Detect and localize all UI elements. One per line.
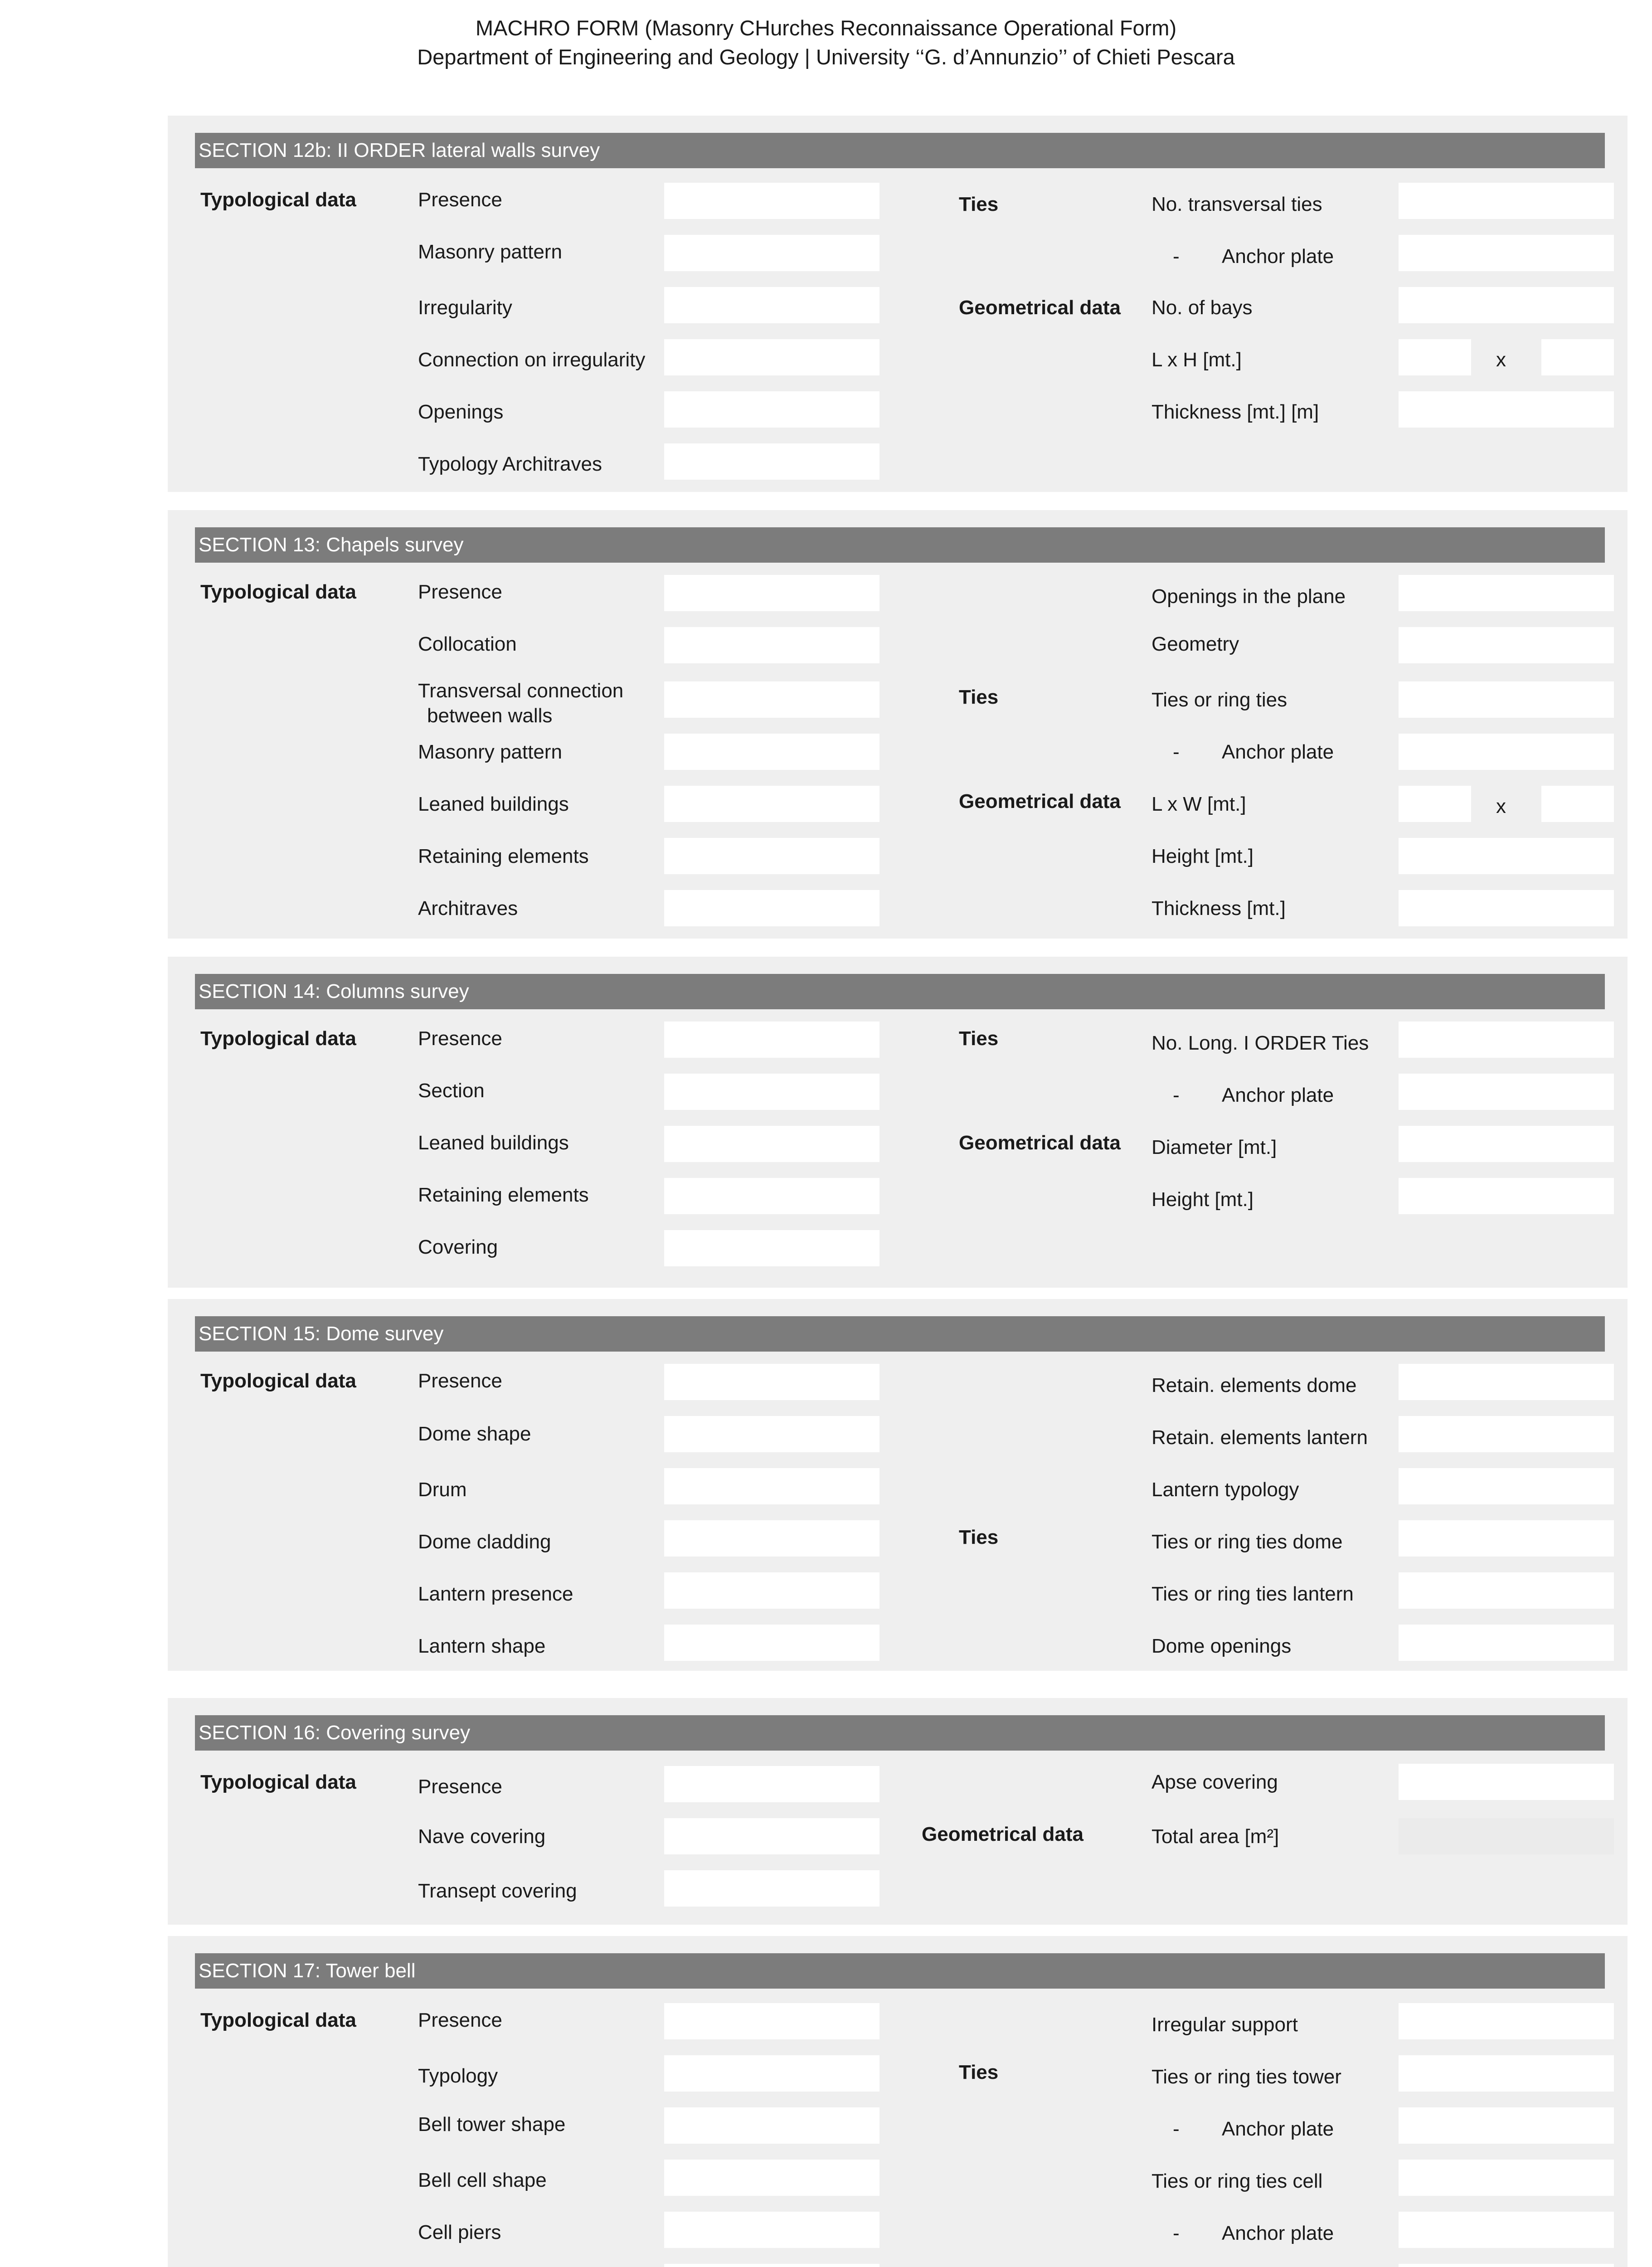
- anchor-plate-input[interactable]: [1399, 734, 1614, 770]
- anchor-plate-input[interactable]: [1399, 1074, 1614, 1110]
- field-label: Covering: [418, 1236, 498, 1258]
- field-label: No. of bays: [1152, 297, 1253, 319]
- leaned-buildings-input[interactable]: [664, 786, 879, 822]
- field-label: Typology Architraves: [418, 453, 602, 475]
- retain-elements-lantern-input[interactable]: [1399, 1416, 1614, 1452]
- leaned-buildings-input[interactable]: [664, 1126, 879, 1162]
- field-label: L x W [mt.]: [1152, 793, 1246, 815]
- field-label: Presence: [418, 1370, 502, 1392]
- tower-openings-input[interactable]: [664, 2264, 879, 2267]
- nave-covering-input[interactable]: [664, 1818, 879, 1854]
- dash: -: [1173, 741, 1180, 763]
- lantern-shape-input[interactable]: [664, 1625, 879, 1661]
- section-shape-input[interactable]: [664, 1074, 879, 1110]
- presence-input[interactable]: [664, 1022, 879, 1058]
- field-label: Anchor plate: [1222, 1084, 1334, 1106]
- field-label: Dome cladding: [418, 1531, 551, 1553]
- ties-label: Ties: [959, 193, 999, 215]
- section-title: SECTION 13: Chapels survey: [195, 527, 1605, 563]
- transept-covering-input[interactable]: [664, 1870, 879, 1907]
- masonry-pattern-input[interactable]: [664, 734, 879, 770]
- field-label: Irregularity: [418, 297, 512, 319]
- field-label: Anchor plate: [1222, 245, 1334, 268]
- field-label: Retaining elements: [418, 1184, 589, 1206]
- ties-ring-ties-tower-input[interactable]: [1399, 2055, 1614, 2092]
- openings-input[interactable]: [664, 391, 879, 428]
- lantern-presence-input[interactable]: [664, 1572, 879, 1609]
- anchor-plate-tower-input[interactable]: [1399, 2107, 1614, 2144]
- field-label: Collocation: [418, 633, 517, 655]
- irregular-support-input[interactable]: [1399, 2003, 1614, 2039]
- presence-input[interactable]: [664, 183, 879, 219]
- ties-ring-ties-input[interactable]: [1399, 681, 1614, 718]
- ties-ring-ties-dome-input[interactable]: [1399, 1520, 1614, 1557]
- anchor-plate-input[interactable]: [1399, 235, 1614, 271]
- dome-openings-input[interactable]: [1399, 1625, 1614, 1661]
- field-label: Bell tower shape: [418, 2113, 566, 2136]
- field-label: Anchor plate: [1222, 2222, 1334, 2244]
- section-16: [168, 1698, 1628, 1925]
- field-label: Ties or ring ties tower: [1152, 2066, 1341, 2088]
- section-12b: [168, 116, 1628, 492]
- section-title: SECTION 14: Columns survey: [195, 974, 1605, 1009]
- field-label: Nave covering: [418, 1825, 546, 1848]
- field-label: Masonry pattern: [418, 241, 562, 263]
- total-area-input[interactable]: [1399, 1818, 1614, 1854]
- section-13: [168, 510, 1628, 939]
- anchor-plate-cell-input[interactable]: [1399, 2212, 1614, 2248]
- field-label: Connection on irregularity: [418, 349, 646, 371]
- geometry-input[interactable]: [1399, 627, 1614, 663]
- field-label: Ties or ring ties cell: [1152, 2170, 1323, 2192]
- collocation-input[interactable]: [664, 627, 879, 663]
- field-label: Diameter [mt.]: [1152, 1136, 1277, 1158]
- presence-input[interactable]: [664, 1364, 879, 1400]
- field-label: between walls: [427, 705, 553, 727]
- field-label: Drum: [418, 1479, 467, 1501]
- long-ties-input[interactable]: [1399, 1022, 1614, 1058]
- field-label: Masonry pattern: [418, 741, 562, 763]
- field-label: Leaned buildings: [418, 1132, 569, 1154]
- transversal-connection-input[interactable]: [664, 681, 879, 718]
- section-14: [168, 957, 1628, 1288]
- field-label: Dome shape: [418, 1423, 531, 1445]
- bell-tower-shape-input[interactable]: [664, 2107, 879, 2144]
- typology-architraves-input[interactable]: [664, 443, 879, 480]
- field-label: Geometry: [1152, 633, 1239, 655]
- field-label: Total area [m²]: [1152, 1825, 1279, 1848]
- thickness-input[interactable]: [1399, 391, 1614, 428]
- height-input[interactable]: [1541, 339, 1614, 375]
- field-label: Section: [418, 1080, 485, 1102]
- geometrical-data-label: Geometrical data: [922, 1823, 1084, 1845]
- ties-label: Ties: [959, 2061, 999, 2083]
- field-label: Bell cell shape: [418, 2169, 547, 2191]
- typology-input[interactable]: [664, 2055, 879, 2092]
- field-label: Lantern typology: [1152, 1479, 1299, 1501]
- field-label: Ties or ring ties lantern: [1152, 1583, 1354, 1605]
- connection-irregularity-input[interactable]: [664, 339, 879, 375]
- field-label: Anchor plate: [1222, 2118, 1334, 2140]
- field-label: Lantern shape: [418, 1635, 546, 1657]
- drum-input[interactable]: [664, 1468, 879, 1504]
- form-title: MACHRO FORM (Masonry CHurches Reconnaissance Operational Form): [475, 16, 1177, 40]
- dome-cladding-input[interactable]: [664, 1520, 879, 1557]
- field-label: Retain. elements lantern: [1152, 1426, 1368, 1449]
- diameter-input[interactable]: [1399, 1126, 1614, 1162]
- dome-shape-input[interactable]: [664, 1416, 879, 1452]
- dash: -: [1173, 245, 1180, 268]
- section-title: SECTION 12b: II ORDER lateral walls survey: [195, 133, 1605, 168]
- width-input[interactable]: [1541, 786, 1614, 822]
- form-department: Department of Engineering and Geology | University ‘‘G. d’Annunzio’’ of Chieti Pescara: [417, 45, 1235, 69]
- presence-input[interactable]: [664, 1766, 879, 1802]
- length-input[interactable]: [1399, 786, 1471, 822]
- field-label: Ties or ring ties dome: [1152, 1531, 1343, 1553]
- geometrical-data-label: Geometrical data: [959, 297, 1121, 319]
- field-label: Apse covering: [1152, 1771, 1278, 1793]
- typological-data-label: Typological data: [200, 1771, 356, 1793]
- masonry-pattern-input[interactable]: [664, 235, 879, 271]
- geometrical-data-label: Geometrical data: [959, 790, 1121, 812]
- typological-data-label: Typological data: [200, 2009, 356, 2031]
- field-label: Thickness [mt.] [m]: [1152, 401, 1319, 423]
- height-input[interactable]: [1399, 838, 1614, 874]
- field-label: L x H [mt.]: [1152, 349, 1242, 371]
- bell-cell-shape-input[interactable]: [664, 2160, 879, 2196]
- ties-label: Ties: [959, 1027, 999, 1050]
- form-header: [0, 14, 1652, 72]
- typological-data-label: Typological data: [200, 1027, 356, 1050]
- field-label: No. Long. I ORDER Ties: [1152, 1032, 1369, 1054]
- apse-covering-input[interactable]: [1399, 1764, 1614, 1800]
- field-label: Cell piers: [418, 2221, 501, 2243]
- field-label: Anchor plate: [1222, 741, 1334, 763]
- dash: -: [1173, 1084, 1180, 1106]
- field-label: Openings: [418, 401, 504, 423]
- dash: -: [1173, 2118, 1180, 2140]
- field-label: Height [mt.]: [1152, 845, 1254, 867]
- field-label: Presence: [418, 2009, 502, 2031]
- field-label: Architraves: [418, 897, 518, 919]
- openings-plane-input[interactable]: [1399, 575, 1614, 611]
- field-label: Typology: [418, 2065, 498, 2087]
- cell-piers-input[interactable]: [664, 2212, 879, 2248]
- no-of-bays-input[interactable]: [1399, 287, 1614, 323]
- field-label: Dome openings: [1152, 1635, 1292, 1657]
- minimum-width-input[interactable]: [1399, 2264, 1614, 2267]
- ties-label: Ties: [959, 686, 999, 708]
- section-15: [168, 1299, 1628, 1671]
- typological-data-label: Typological data: [200, 189, 356, 211]
- dash: -: [1173, 2222, 1180, 2244]
- field-label: Transept covering: [418, 1880, 577, 1902]
- retaining-elements-input[interactable]: [664, 1178, 879, 1214]
- retaining-elements-input[interactable]: [664, 838, 879, 874]
- ties-ring-ties-cell-input[interactable]: [1399, 2160, 1614, 2196]
- section-title: SECTION 16: Covering survey: [195, 1715, 1605, 1751]
- architraves-input[interactable]: [664, 890, 879, 926]
- field-label: Presence: [418, 189, 502, 211]
- presence-input[interactable]: [664, 2003, 879, 2039]
- times-symbol: x: [1496, 349, 1506, 371]
- thickness-input[interactable]: [1399, 890, 1614, 926]
- irregularity-input[interactable]: [664, 287, 879, 323]
- field-label: Presence: [418, 1776, 502, 1798]
- section-17: [168, 1936, 1628, 2267]
- typological-data-label: Typological data: [200, 1370, 356, 1392]
- geometrical-data-label: Geometrical data: [959, 1132, 1121, 1154]
- field-label: Retaining elements: [418, 845, 589, 867]
- covering-input[interactable]: [664, 1230, 879, 1266]
- field-label: Transversal connection: [418, 680, 624, 702]
- field-label: No. transversal ties: [1152, 193, 1322, 215]
- retain-elements-dome-input[interactable]: [1399, 1364, 1614, 1400]
- field-label: Presence: [418, 1027, 502, 1050]
- field-label: Thickness [mt.]: [1152, 897, 1286, 919]
- ties-label: Ties: [959, 1526, 999, 1548]
- field-label: Irregular support: [1152, 2014, 1298, 2036]
- field-label: Leaned buildings: [418, 793, 569, 815]
- field-label: Lantern presence: [418, 1583, 573, 1605]
- field-label: Ties or ring ties: [1152, 689, 1288, 711]
- field-label: Retain. elements dome: [1152, 1374, 1357, 1396]
- typological-data-label: Typological data: [200, 581, 356, 603]
- length-input[interactable]: [1399, 339, 1471, 375]
- times-symbol: x: [1496, 795, 1506, 817]
- field-label: Presence: [418, 581, 502, 603]
- ties-ring-ties-lantern-input[interactable]: [1399, 1572, 1614, 1609]
- section-title: SECTION 15: Dome survey: [195, 1316, 1605, 1352]
- field-label: Openings in the plane: [1152, 585, 1346, 608]
- lantern-typology-input[interactable]: [1399, 1468, 1614, 1504]
- height-input[interactable]: [1399, 1178, 1614, 1214]
- presence-input[interactable]: [664, 575, 879, 611]
- no-transversal-ties-input[interactable]: [1399, 183, 1614, 219]
- field-label: Height [mt.]: [1152, 1188, 1254, 1211]
- section-title: SECTION 17: Tower bell: [195, 1953, 1605, 1989]
